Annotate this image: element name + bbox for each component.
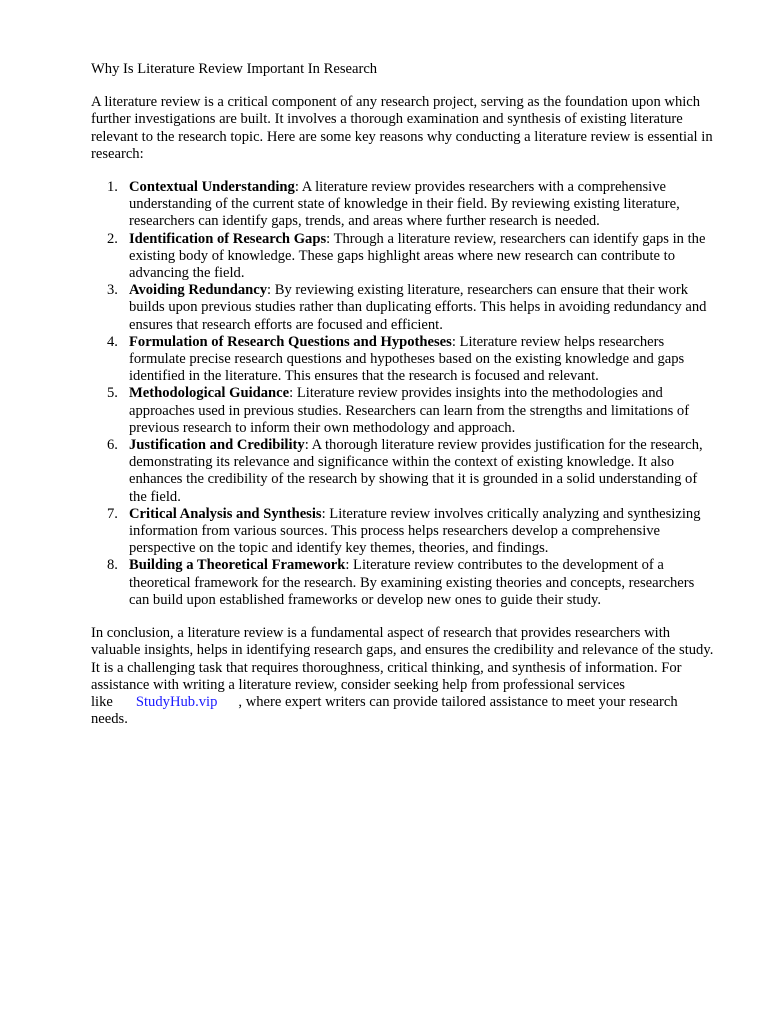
document-title: Why Is Literature Review Important In Research <box>91 61 378 77</box>
list-item <box>107 505 716 558</box>
conclusion-text-end: , where expert writers can provide tailored assistance to meet your research needs. <box>91 693 678 728</box>
list-item-number: 7. <box>107 505 118 522</box>
list-item-text: : Literature review helps researchers formulate precise research questions and hypotheses based on the existing knowledge and gaps identified in the literature. This ensures that the research is focused and relevant. <box>129 333 685 385</box>
list-item <box>107 333 716 386</box>
list-item-number: 5. <box>107 385 118 402</box>
studyhub-link[interactable]: StudyHub.vip <box>135 693 218 710</box>
list-item <box>107 282 716 334</box>
list-item-number: 4. <box>107 333 118 350</box>
list-item-term: Contextual Understanding <box>129 179 295 196</box>
list-item-term: Identification of Research Gaps <box>129 230 327 247</box>
list-item <box>107 557 716 609</box>
list-item-term: Methodological Guidance <box>129 385 290 402</box>
list-item-number: 2. <box>107 230 118 247</box>
list-item <box>107 385 716 437</box>
intro-paragraph: A literature review is a critical component of any research project, serving as the foundation upon which further investigations are built. It involves a thorough examination and synthesis of existing literature relevant to the research topic. Here are some key reasons why conducting a literature review is essential in research: <box>91 94 713 162</box>
document-page <box>91 61 716 728</box>
list-item-text: : Literature review contributes to the development of a theoretical framework for the research. By examining existing theories and concepts, researchers can build upon established frameworks or develop new ones to guide their study. <box>129 557 695 608</box>
list-item-number: 8. <box>107 557 118 574</box>
list-item-term: Justification and Credibility <box>129 437 305 454</box>
list-item-text: : Literature review involves critically analyzing and synthesizing information from various sources. This process helps researchers develop a comprehensive perspective on the topic and identify key themes, theories, and findings. <box>129 505 701 557</box>
list-item-number: 6. <box>107 437 118 454</box>
list-item-number: 3. <box>107 282 118 299</box>
list-item-term: Building a Theoretical Framework <box>129 557 346 574</box>
conclusion-paragraph <box>91 625 716 728</box>
list-item <box>107 437 716 506</box>
list-item-term: Formulation of Research Questions and Hypotheses <box>129 333 452 350</box>
list-item-term: Critical Analysis and Synthesis <box>129 505 322 522</box>
list-item-text: : Through a literature review, researchers can identify gaps in the existing body of knowledge. These gaps highlight areas where new research can contribute to advancing the field. <box>129 230 706 282</box>
list-item <box>107 230 716 283</box>
list-item-number: 1. <box>107 179 118 196</box>
reasons-list <box>91 179 716 609</box>
list-item-term: Avoiding Redundancy <box>129 282 268 299</box>
list-item-text: : Literature review provides insights into the methodologies and approaches used in previous studies. Researchers can learn from the strengths and limitations of previous research to inform their own methodology and approach. <box>129 385 690 436</box>
list-item-text: : By reviewing existing literature, researchers can ensure that their work builds upon previous studies rather than duplicating efforts. This helps in avoiding redundancy and ensures that research efforts are focused and efficient. <box>129 282 707 333</box>
conclusion-text: In conclusion, a literature review is a fundamental aspect of research that provides researchers with valuable insights, helps in identifying research gaps, and ensures the credibility and relevance of the study. It is a challenging task that requires thoroughness, critical thinking, and synthesis of information. For assistance with writing a literature review, consider seeking help from professional services like <box>91 625 714 710</box>
list-item <box>107 179 716 231</box>
list-item-text: : A thorough literature review provides justification for the research, demonstrating its relevance and significance within the context of existing knowledge. It also enhances the credibility of the research by showing that it is grounded in a solid understanding of the field. <box>129 437 703 505</box>
list-item-text: : A literature review provides researchers with a comprehensive understanding of the current state of knowledge in their field. By reviewing existing literature, researchers can identify gaps, trends, and areas where further research is needed. <box>129 179 680 230</box>
